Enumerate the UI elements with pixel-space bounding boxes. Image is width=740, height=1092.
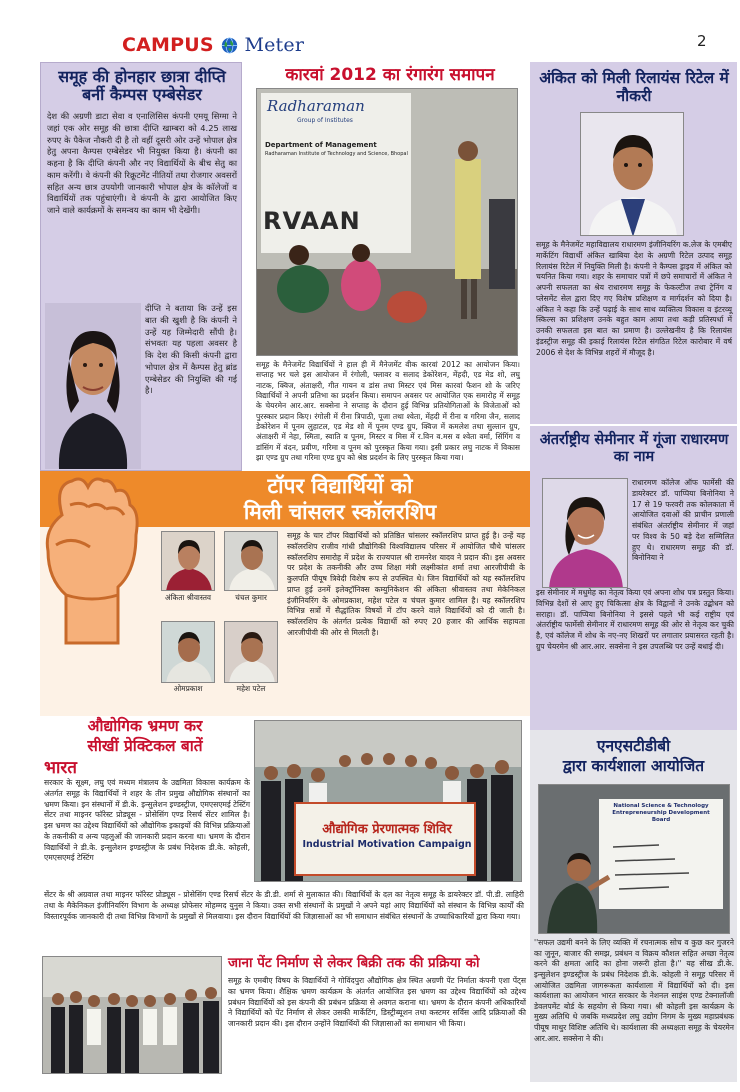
ankit-headline: अंकित को मिली रिलायंस रिटेल में नौकरी: [539, 69, 729, 105]
student-photo-2: [224, 531, 278, 591]
deepti-body-top: देश की अग्रणी डाटा सेवा व एनालिसिस कंपनी एमयू सिग्मा ने जहां एक ओर समूह की छात्रा दीप्ति खाम्बरा को 4.25 लाख रुपए के पैकेज नौकरी दी है तो वहीं दूसरी ओर उन्हें भोपाल क्षेत्र हेतु अपना कैम्पस एम्बेसेडर भी नियुक्त किया है। कंपनी का कहना है कि दीप्ति कंपनी और नए विद्यार्थियों के बीच सेतु का काम करेंगी। वे कंपनी की रिक्रूटमेंट नीतियों तथा रोजगार अवसरों सहित अन्य छात्र उपयोगी जानकारी भोपाल क्षेत्र के कॉलेजों व विद्यार्थियों तक पहुंचाएंगी। वे कंपनी के द्वारा आयोजित किए जाने वाले कार्यक्रमों के समन्वय का काम भी देखेंगी।: [47, 111, 237, 216]
industrial-photo: [254, 720, 522, 882]
industrial-headline-1: औद्योगिक भ्रमण कर: [87, 717, 203, 735]
brand-campus: CAMPUS: [122, 34, 214, 56]
paint-body: समूह के एमबीए विषय के विद्यार्थियों ने गोविंदपुरा औद्योगिक क्षेत्र स्थित अग्रणी पेंट निर्माता कंपनी एशा पेंट्स का भ्रमण किया। शैक्षिक भ्रमण कार्यक्रम के अंतर्गत आयोजित इस भ्रमण का उद्देश्य विद्यार्थियों को उद्देश्य प्रबंधन विद्यार्थियों को इस कंपनी की प्रबंधन प्रक्रिया से अवगत कराना था। भ्रमण के दौरान कंपनी अधिकारियों ने विद्यार्थियों को पेंट निर्माण से लेकर उसकी मार्केटिंग, डिस्ट्रीब्यूशन तथा कस्टमर सर्विस आदि प्रक्रियाओं की जानकारी प्रदान की। इस दौरान उन्होंने विद्यार्थियों की जिज्ञासाओं का समाधान भी किया।: [228, 976, 526, 1029]
karvaan-performers: [257, 89, 518, 356]
karvaan-story: [256, 62, 524, 471]
industrial-headline-2: सीखीं प्रेक्टिकल बातें: [87, 737, 203, 755]
brand-meter: Meter: [244, 34, 305, 56]
nstdb-story: [530, 730, 737, 1082]
seminar-body-side: राधारमण कॉलेज ऑफ फार्मेसी की डायरेक्टर डॉ. पाप्पिया बिनोनिया ने 17 से 19 फरवरी तक कोलकाता में आयोजित दवाओं की प्राचीन प्रणाली संबंधित अंतर्राष्ट्रीय सेमीनार में जहां पर विश्व के 50 बड़े देश सम्मिलित हुए थे। राधारमण समूह की डॉ. बिनोनिया ने: [632, 478, 734, 563]
student-name-4: महेश पटेल: [236, 684, 266, 693]
paint-story: [40, 952, 530, 1084]
nstdb-board-text: National Science & Technology Entrepreneurship Development Board: [612, 803, 710, 824]
karvaan-headline: कारवां 2012 का रंगारंग समापन: [285, 65, 495, 85]
nstdb-headline-2: द्वारा कार्यशाला आयोजित: [562, 757, 705, 775]
banner-event: RVAAN: [263, 207, 361, 235]
seminar-photo: [542, 478, 628, 588]
seminar-story: [530, 424, 737, 730]
industrial-body-full: सेंटर के श्री अग्रवाल तथा माइनर फॉरेस्ट प्रोड्यूस - प्रोसेसिंग एण्ड रिसर्च सेंटर के डी.डी. शर्मा से मुलाकात की। विद्यार्थियों के दल का नेतृत्व समूह के डायरेक्टर डॉ. पी.डी. लाहिरी तथा के मैकेनिकल इंजीनियरिंग विभाग के अध्यक्ष प्रोफेसर मोहम्मद युनुस ने किया। उक्त सभी संस्थानों के प्रमुखों ने अपने यहां आए विद्यार्थियों को संस्थान के विभिन्न कार्यों की विस्तारपूर्वक जानकारी दी तथा विभिन्न विभागों के प्रमुखों से मिलवाया। इस दौरान विद्यार्थियों की जिज्ञासाओं का भी समाधान संबंधित संस्थानों के उच्चाधिकारियों द्वारा किया गया।: [44, 890, 524, 921]
student-photo-4: [224, 621, 278, 683]
banner-line3: Department of Management: [265, 141, 377, 149]
karvaan-photo: [256, 88, 518, 356]
ankit-photo: [580, 112, 684, 236]
nstdb-headline-1: एनएसटीडीबी: [596, 737, 671, 755]
fist-icon: [32, 475, 150, 645]
nstdb-body: ''सफल उद्यमी बनने के लिए व्यक्ति में रचनात्मक सोच व कुछ कर गुजरने का जुनून, बाजार की समझ, प्रबंधन व विक्रय कौशल सहित अच्छा नेतृत्व करने की क्षमता आदि का होना जरूरी होता है।'' यह सीख डी.के. इन्सुलेशन इण्डस्ट्रीज के प्रबंध निदेशक डी.के. कोहली ने समूह परिसर में आयोजित उद्यमिता जागरूकता कार्यशाला में विद्यार्थियों को दी। इस कार्यशाला का आयोजन भारत सरकार के नेशनल साइंस एण्ड टेक्नालॉजी डेवलपमेंट बोर्ड के सहयोग से किया गया। श्री कोहली इस कार्यक्रम के मुख्य अतिथि थे जबकि मध्यप्रदेश लघु उद्योग निगम के मुख्य महाप्रबंधक पीयूष माथुर विशिष्ट अतिथि थे। कार्यशाला की अध्यक्षता समूह के चेयरमेन आर.आर. सक्सेना ने की।: [534, 938, 734, 1043]
student-name-3: ओमप्रकाश: [173, 684, 203, 693]
brand-logo: [122, 34, 304, 56]
seminar-body-full: इस सेमीनार में मधुमेह का नेतृत्व किया एवं अपना शोध पत्र प्रस्तुत किया। विभिन्न देशों से आए हुए चिकित्सा क्षेत्र के विद्वानों ने उनके उद्बोधन को सराहा। डॉ. पाप्पिया बिनोनिया ने इससे पहले भी कई राष्ट्रीय एवं अंतर्राष्ट्रीय फार्मेसी सेमीनार में राधारमण समूह की ओर से नेतृत्व कर चुकी है, एवं कॉलेज में शोध के नए-नए शिखरों पर लगातार प्रयासरत रहती है। ग्रुप चेयरमेन श्री आर.आर. सक्सेना ने इस उपलब्धि पर उन्हें बधाई दी।: [536, 588, 734, 651]
banner-line4: Radharaman Institute of Technology and Science, Bhopal: [265, 151, 408, 157]
student-name-1: अंकिता श्रीवास्तव: [164, 593, 212, 602]
deepti-headline: समूह की होनहार छात्रा दीप्ति बर्नी कैम्पस एम्बेसेडर: [58, 67, 226, 105]
globe-icon: [221, 37, 238, 54]
industrial-banner-english: Industrial Motivation Campaign: [302, 839, 472, 850]
paint-headline: जाना पेंट निर्माण से लेकर बिक्री तक की प्रक्रिया को: [228, 955, 480, 971]
student-name-2: चंचल कुमार: [235, 593, 267, 602]
karvaan-body: समूह के मैनेजमेंट विद्यार्थियों ने हाल ही में मैनेजमेंट वीक कारवां 2012 का आयोजन किया। सप्ताह भर चले इस आयोजन में रंगोली, फ्लावर व सलाद डेकोरेशन, मेंहदी, एड मेड शो, लघु नाटक, क्विज, अंताक्षरी, गीत गायन व डांस तथा मिस्टर एवं मिस कारवां फैशन शो के जरिए विद्यार्थियों ने अपनी प्रतिभा का प्रदर्शन किया। समापन अवसर पर आयोजित एक समारोह में समूह के चेयरमेन आर.आर. सक्सेना ने सप्ताह के दौरान हुई विभिन्न प्रतियोगिताओं के विजेताओं को पुरस्कार प्रदान किए। रंगोली में रीना त्रिपाठी, पूजा तथा श्वेता, मेंहदी में रीना व गरिमा जैन, सलाद डेकोरेशन में पूनम लुहाटल, एड मेड शो में पूनम एण्ड ग्रुप, क्विज में कमलेश तथा सुल्तान ग्रुप, अंताक्षरी में नेहा, स्मिता, स्वाति व पूनम, मिस्टर व मिस में र.विन व.मस व श्वेता वर्मा, सिंगिंग व डांसिंग में वंदन, प्रवीण, गरिमा व पूनम को पुरस्कृत किया गया। इसी प्रकार लघु नाटक में विकास झा एण्ड ग्रुप तथा गरिमा एण्ड ग्रुप को श्रेष्ठ प्रदर्शन के लिए पुरस्कृत किया गया।: [256, 360, 520, 463]
deepti-body-side: दीप्ति ने बताया कि उन्हें इस बात की खुशी है कि कंपनी ने उन्हें यह जिम्मेदारी सौंपी है। संभवतः यह पहला अवसर है कि देश की किसी कंपनी द्वारा भोपाल क्षेत्र में कैम्पस हेतु ब्रांड एम्बेसेडर की नियुक्ति की गई है।: [145, 303, 237, 396]
deepti-story: [40, 62, 242, 471]
student-photo-1: [161, 531, 215, 591]
paint-photo: [42, 956, 222, 1074]
banner-line1: Radharaman: [267, 97, 365, 115]
student-photo-3: [161, 621, 215, 683]
banner-line2: Group of Institutes: [297, 117, 353, 124]
industrial-body-left: सरकार के सूक्ष्म, लघु एवं मध्यम मंत्रालय के उद्यमिता विकास कार्यक्रम के अंतर्गत समूह के विद्यार्थियों ने शहर के तीन प्रमुख औद्योगिक संस्थानों का भ्रमण किया। इन संस्थानों में डी.के. इन्सुलेशन इण्डस्ट्रीज, एमएसएमई टेस्टिंग सेंटर तथा माइनर फॉरेस्ट प्रोड्यूस - प्रोसेसिंग एण्ड रिसर्च सेंटर शामिल है। इस भ्रमण का उद्देश्य विद्यार्थियों को औद्योगिक इकाइयों की विभिन्न प्रक्रियाओं के तकनीकी व अन्य पहलुओं की जानकारी प्रदान करना था। भ्रमण के दौरान विद्यार्थियों ने डी.के. इन्सुलेशन इण्डस्ट्रीज के प्रबंध निदेशक डी.के. कोहली, एमएसएमई टेस्टिंग: [44, 778, 250, 863]
industrial-dropcap: भारत: [44, 758, 77, 778]
industrial-story: [40, 716, 530, 952]
topper-body: समूह के चार टॉपर विद्यार्थियों को प्रतिष्ठित चांसलर स्कॉलरशिप प्राप्त हुई है। उन्हें यह स्कॉलरशिप राजीव गांधी प्रौद्योगिकी विश्वविद्यालय परिसर में आयोजित चौथे चांसलर स्कॉलरशिप समारोह में प्रदेश के राज्यपाल श्री रामनरेश यादव ने प्रदान की। इस अवसर पर प्रदेश के तकनीकी और उच्च शिक्षा मंत्री लक्ष्मीकांत शर्मा तथा आरजीपीवी के कुलपति पीयूष त्रिवेदी विशेष रूप से उपस्थित थे। जिन विद्यार्थियों को यह स्कॉलरशिप प्राप्त हुई उनमें इलेक्ट्रॉनिक्स कम्युनिकेशन की अंकिता श्रीवास्तव तथा मेकेनिकल इंजीनियरिंग के ओमप्रकाश, महेश पटेल व चंचल कुमार शामिल है। यह स्कॉलरशिप विभिन्न सत्रों में सैद्धांतिक विषयों में टॉप करने वाले विद्यार्थियों को दी जाती है। स्कॉलरशिप के अंतर्गत प्रत्येक विद्यार्थी को रुपए 20 हजार की आर्थिक सहायता आरजीपीवी की ओर से मिलती है।: [287, 531, 525, 638]
seminar-headline: अंतर्राष्ट्रीय सेमीनार में गूंजा राधारमण का नाम: [539, 432, 729, 465]
nstdb-photo: [538, 784, 730, 934]
masthead: [0, 0, 740, 62]
page-number: 2: [697, 32, 707, 50]
topper-headline-2: मिली चांसलर स्कॉलरशिप: [243, 500, 437, 524]
ankit-body: समूह के मैनेजमेंट महाविद्यालय राधारमण इंजीनियरिंग क.लेज के एमबीए मार्केटिंग विद्यार्थी अंकित खाबिया देश के अग्रणी रिटेल उत्पाद समूह रिलायंस रिटेल में नियुक्ति मिली है। कंपनी ने कैम्पस ड्राइव में अंकित को चयनित किया गया। शहर के समाचार पत्रों में छपे समाचारों में अंकित ने अपनी सफलता का श्रेय राधारमण समूह के फेकल्टीज तथा ट्रेनिंग व प्लेसमेंट सेल द्वारा दिए गए विशेष प्रशिक्षण व मार्गदर्शन को दिया है। अंकित ने कहा कि उन्हें पढ़ाई के साथ साथ व्यक्तित्व विकास व इंटरव्यू स्किल्स का प्रशिक्षण उनके बहुत काम आया तथा कड़ी प्रतिस्पर्धा में उनकी सफलता इस बात का प्रमाण है। उल्लेखनीय है कि रिलायंस इंडस्ट्रीज समूह की इकाई रिलायंस रिटेल संगठित रिटेल कारोबार में वर्ष 2006 से देश के विभिन्न शहरों में मौजूद है।: [536, 240, 732, 357]
topper-headline-1: टॉपर विद्यार्थियों को: [267, 474, 413, 498]
industrial-banner-hindi: औद्योगिक प्रेरणात्मक शिविर: [322, 822, 452, 837]
deepti-photo: [45, 303, 141, 469]
topper-story: [40, 471, 530, 716]
ankit-story: [534, 62, 734, 424]
